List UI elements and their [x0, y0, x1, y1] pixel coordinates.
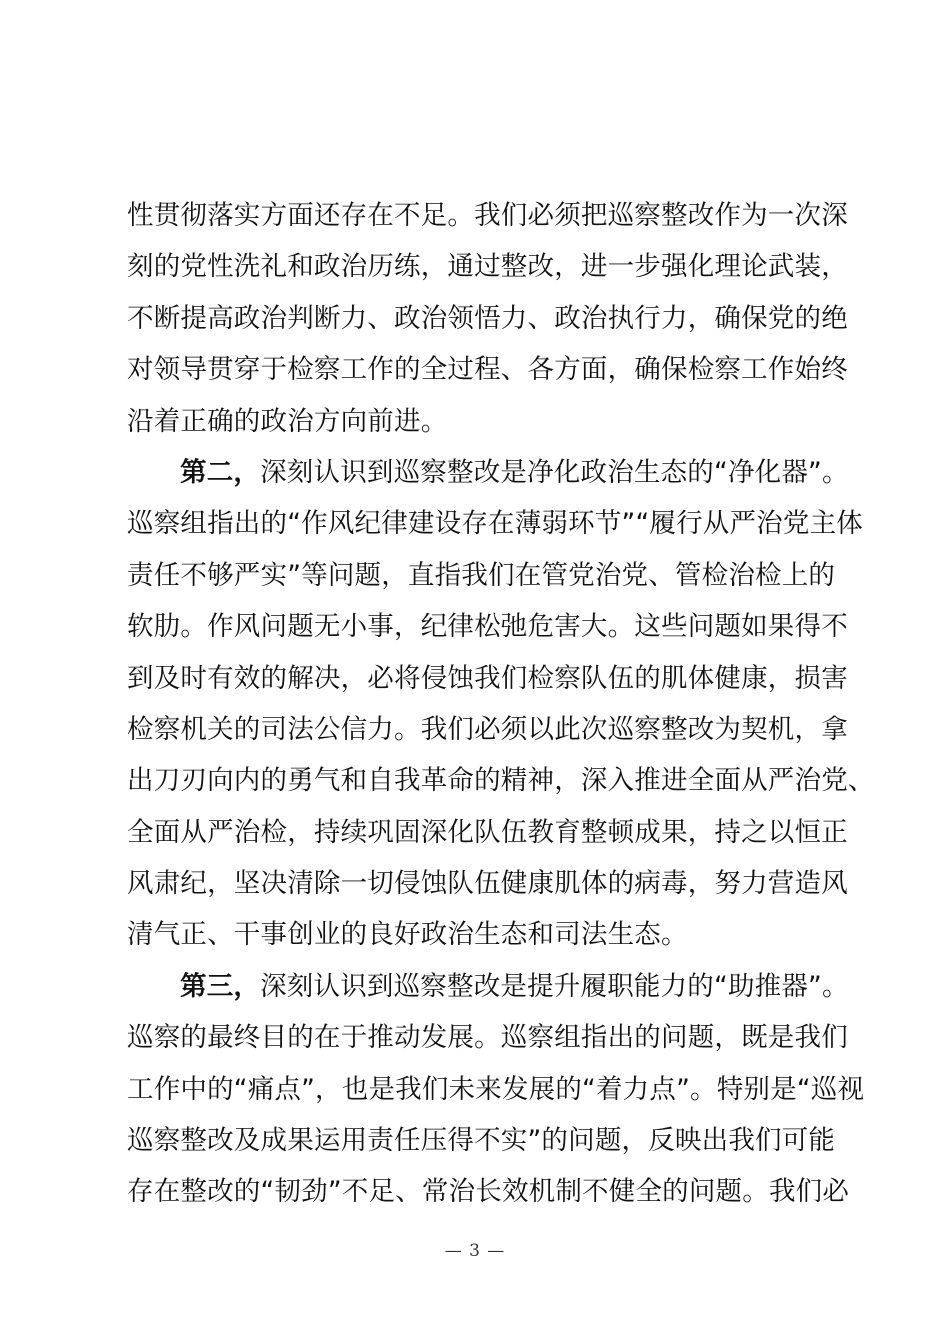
text-line: 巡察的最终目的在于推动发展。巡察组指出的问题，既是我们 [127, 1022, 848, 1054]
text-line: 深刻认识到巡察整改是提升履职能力的“助推器”。 [260, 970, 849, 1002]
text-line: 刻的党性洗礼和政治历练，通过整改，进一步强化理论武装， [127, 251, 848, 283]
paragraph-start-third [127, 961, 849, 1012]
text-line: 检察机关的司法公信力。我们必须以此次巡察整改为契机，拿 [127, 713, 848, 745]
text-line: 到及时有效的解决，必将侵蚀我们检察队伍的肌体健康，损害 [127, 662, 848, 694]
page-number: — 3 — [444, 1241, 506, 1261]
text-line: 出刀刃向内的勇气和自我革命的精神，深入推进全面从严治党、 [127, 765, 875, 797]
text-line: 不断提高政治判断力、政治领悟力、政治执行力，确保党的绝 [127, 302, 848, 334]
body-text [127, 190, 875, 1218]
text-line: 清气正、干事创业的良好政治生态和司法生态。 [127, 919, 688, 951]
text-line: 性贯彻落实方面还存在不足。我们必须把巡察整改作为一次深 [127, 200, 848, 231]
text-line: 沿着正确的政治方向前进。 [127, 405, 448, 437]
text-line: 存在整改的“韧劲”不足、常治长效机制不健全的问题。我们必 [127, 1176, 850, 1208]
text-line: 工作中的“痛点”，也是我们未来发展的“着力点”。特别是“巡视 [127, 1073, 865, 1105]
text-line: 巡察整改及成果运用责任压得不实”的问题，反映出我们可能 [127, 1125, 836, 1157]
section-lead-second: 第二， [180, 456, 261, 488]
paragraph-start-second [127, 447, 849, 498]
text-line: 软肋。作风问题无小事，纪律松弛危害大。这些问题如果得不 [127, 611, 848, 643]
section-lead-third: 第三， [180, 970, 261, 1002]
text-line: 深刻认识到巡察整改是净化政治生态的“净化器”。 [260, 456, 849, 488]
text-line: 全面从严治检，持续巩固深化队伍教育整顿成果，持之以恒正 [127, 816, 848, 848]
text-line: 责任不够严实”等问题，直指我们在管党治党、管检治检上的 [127, 559, 836, 591]
text-line: 风肃纪，坚决清除一切侵蚀队伍健康肌体的病毒，努力营造风 [127, 868, 848, 900]
text-line: 巡察组指出的“作风纪律建设存在薄弱环节”“履行从严治党主体 [127, 508, 863, 540]
text-line: 对领导贯穿于检察工作的全过程、各方面，确保检察工作始终 [127, 354, 848, 386]
